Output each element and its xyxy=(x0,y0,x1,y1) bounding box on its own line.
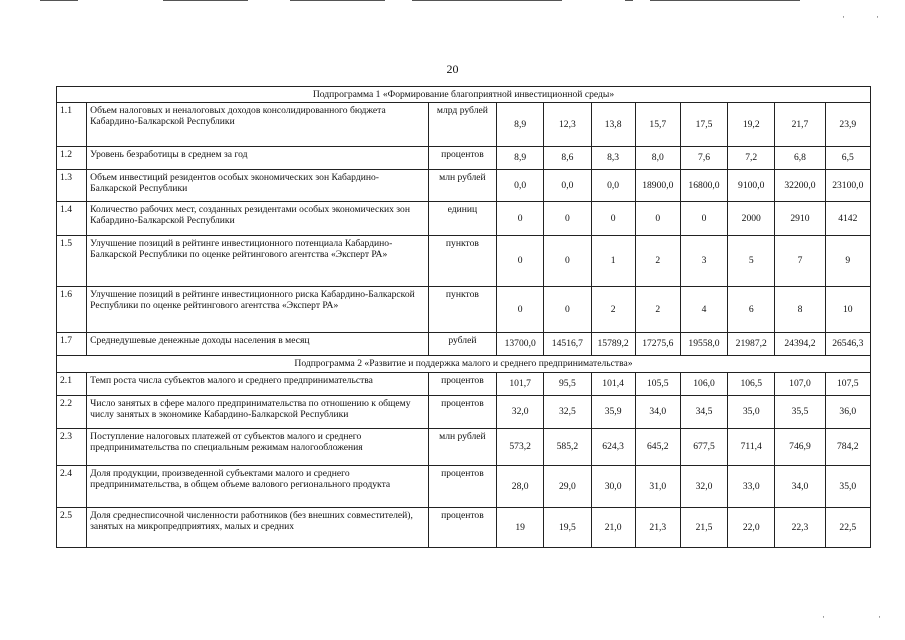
unit-cell: млн рублей xyxy=(428,170,496,202)
unit-cell: пунктов xyxy=(428,287,496,333)
value-cell: 35,9 xyxy=(591,396,635,429)
value-cell: 2 xyxy=(635,287,680,333)
value-cell: 32200,0 xyxy=(775,170,825,202)
indicator-name: Объем налоговых и неналоговых доходов консолидированного бюджета Кабардино-Балкарской Республики xyxy=(87,103,429,147)
value-cell: 0 xyxy=(591,202,635,236)
indicator-name: Объем инвестиций резидентов особых экономических зон Кабардино-Балкарской Республики xyxy=(87,170,429,202)
scan-speck: · xyxy=(876,12,879,22)
unit-cell: процентов xyxy=(428,466,496,508)
value-cell: 106,0 xyxy=(680,373,727,396)
value-cell: 105,5 xyxy=(635,373,680,396)
indicator-name: Доля продукции, произведенной субъектами малого и среднего предпринимательства, в общем объеме валового регионального продукта xyxy=(87,466,429,508)
unit-cell: процентов xyxy=(428,147,496,170)
value-cell: 22,3 xyxy=(775,508,825,548)
scan-edge-line xyxy=(163,0,248,1)
value-cell: 33,0 xyxy=(728,466,775,508)
indicator-name: Поступление налоговых платежей от субъектов малого и среднего предпринимательства по специальным режимам налогообложения xyxy=(87,429,429,466)
value-cell: 22,5 xyxy=(825,508,870,548)
indicator-name: Среднедушевые денежные доходы населения в месяц xyxy=(87,333,429,356)
value-cell: 32,0 xyxy=(680,466,727,508)
value-cell: 15789,2 xyxy=(591,333,635,356)
value-cell: 2000 xyxy=(728,202,775,236)
value-cell: 19 xyxy=(497,508,544,548)
value-cell: 101,7 xyxy=(497,373,544,396)
scan-speck: · xyxy=(822,612,825,622)
indicator-name: Улучшение позиций в рейтинге инвестиционного потенциала Кабардино-Балкарской Республики по оценке рейтингового агентства «Эксперт РА» xyxy=(87,236,429,287)
row-number: 2.5 xyxy=(57,508,87,548)
value-cell: 35,0 xyxy=(825,466,870,508)
value-cell: 16800,0 xyxy=(680,170,727,202)
table-row xyxy=(57,333,871,356)
indicator-name: Число занятых в сфере малого предпринимательства по отношению к общему числу занятых в экономике Кабардино-Балкарской Республики xyxy=(87,396,429,429)
value-cell: 5 xyxy=(728,236,775,287)
value-cell: 101,4 xyxy=(591,373,635,396)
row-number: 1.4 xyxy=(57,202,87,236)
value-cell: 0 xyxy=(680,202,727,236)
value-cell: 36,0 xyxy=(825,396,870,429)
row-number: 1.5 xyxy=(57,236,87,287)
value-cell: 34,0 xyxy=(775,466,825,508)
value-cell: 30,0 xyxy=(591,466,635,508)
subprogram-title: Подпрограмма 2 «Развитие и поддержка малого и среднего предпринимательства» xyxy=(57,356,871,373)
value-cell: 8,0 xyxy=(635,147,680,170)
value-cell: 4 xyxy=(680,287,727,333)
value-cell: 14516,7 xyxy=(544,333,591,356)
row-number: 1.2 xyxy=(57,147,87,170)
unit-cell: процентов xyxy=(428,396,496,429)
value-cell: 23100,0 xyxy=(825,170,870,202)
value-cell: 8,6 xyxy=(544,147,591,170)
value-cell: 13700,0 xyxy=(497,333,544,356)
value-cell: 6 xyxy=(728,287,775,333)
row-number: 1.1 xyxy=(57,103,87,147)
value-cell: 106,5 xyxy=(728,373,775,396)
unit-cell: млн рублей xyxy=(428,429,496,466)
value-cell: 107,5 xyxy=(825,373,870,396)
table-row xyxy=(57,170,871,202)
value-cell: 8,9 xyxy=(497,147,544,170)
value-cell: 0,0 xyxy=(497,170,544,202)
table-row xyxy=(57,373,871,396)
row-number: 2.2 xyxy=(57,396,87,429)
value-cell: 0 xyxy=(544,202,591,236)
value-cell: 2 xyxy=(591,287,635,333)
row-number: 1.7 xyxy=(57,333,87,356)
unit-cell: млрд рублей xyxy=(428,103,496,147)
value-cell: 0 xyxy=(544,287,591,333)
value-cell: 9100,0 xyxy=(728,170,775,202)
value-cell: 32,0 xyxy=(497,396,544,429)
value-cell: 34,0 xyxy=(635,396,680,429)
value-cell: 18900,0 xyxy=(635,170,680,202)
value-cell: 624,3 xyxy=(591,429,635,466)
value-cell: 21,0 xyxy=(591,508,635,548)
unit-cell: рублей xyxy=(428,333,496,356)
table-row xyxy=(57,202,871,236)
value-cell: 573,2 xyxy=(497,429,544,466)
value-cell: 0 xyxy=(497,236,544,287)
value-cell: 21,3 xyxy=(635,508,680,548)
value-cell: 8 xyxy=(775,287,825,333)
subprogram-header-row xyxy=(57,356,871,373)
table-row xyxy=(57,103,871,147)
table-row xyxy=(57,287,871,333)
value-cell: 9 xyxy=(825,236,870,287)
table-row xyxy=(57,508,871,548)
row-number: 2.1 xyxy=(57,373,87,396)
indicator-name: Уровень безработицы в среднем за год xyxy=(87,147,429,170)
value-cell: 29,0 xyxy=(544,466,591,508)
value-cell: 0 xyxy=(497,287,544,333)
unit-cell: процентов xyxy=(428,508,496,548)
value-cell: 7,6 xyxy=(680,147,727,170)
row-number: 1.6 xyxy=(57,287,87,333)
value-cell: 0 xyxy=(497,202,544,236)
value-cell: 12,3 xyxy=(544,103,591,147)
value-cell: 34,5 xyxy=(680,396,727,429)
value-cell: 677,5 xyxy=(680,429,727,466)
scan-speck: · xyxy=(878,612,881,622)
value-cell: 7 xyxy=(775,236,825,287)
table-row xyxy=(57,147,871,170)
value-cell: 2 xyxy=(635,236,680,287)
value-cell: 22,0 xyxy=(728,508,775,548)
value-cell: 1 xyxy=(591,236,635,287)
value-cell: 19,2 xyxy=(728,103,775,147)
value-cell: 21,7 xyxy=(775,103,825,147)
indicator-name: Улучшение позиций в рейтинге инвестиционного риска Кабардино-Балкарской Республики по оценке рейтингового агентства «Эксперт РА» xyxy=(87,287,429,333)
indicator-name: Доля среднесписочной численности работников (без внешних совместителей), занятых на микропредприятиях, малых и средних xyxy=(87,508,429,548)
table-row xyxy=(57,466,871,508)
value-cell: 0,0 xyxy=(544,170,591,202)
value-cell: 19,5 xyxy=(544,508,591,548)
table-row xyxy=(57,396,871,429)
row-number: 2.3 xyxy=(57,429,87,466)
value-cell: 2910 xyxy=(775,202,825,236)
value-cell: 17275,6 xyxy=(635,333,680,356)
value-cell: 28,0 xyxy=(497,466,544,508)
value-cell: 0 xyxy=(544,236,591,287)
unit-cell: процентов xyxy=(428,373,496,396)
value-cell: 19558,0 xyxy=(680,333,727,356)
indicators-table xyxy=(56,86,871,548)
row-number: 2.4 xyxy=(57,466,87,508)
value-cell: 10 xyxy=(825,287,870,333)
value-cell: 711,4 xyxy=(728,429,775,466)
scan-edge-line xyxy=(40,0,78,1)
unit-cell: пунктов xyxy=(428,236,496,287)
value-cell: 6,5 xyxy=(825,147,870,170)
value-cell: 32,5 xyxy=(544,396,591,429)
table-row xyxy=(57,429,871,466)
value-cell: 95,5 xyxy=(544,373,591,396)
value-cell: 8,3 xyxy=(591,147,635,170)
unit-cell: единиц xyxy=(428,202,496,236)
value-cell: 26546,3 xyxy=(825,333,870,356)
value-cell: 21987,2 xyxy=(728,333,775,356)
scan-edge-line xyxy=(412,0,562,1)
value-cell: 21,5 xyxy=(680,508,727,548)
value-cell: 35,5 xyxy=(775,396,825,429)
value-cell: 107,0 xyxy=(775,373,825,396)
row-number: 1.3 xyxy=(57,170,87,202)
value-cell: 23,9 xyxy=(825,103,870,147)
value-cell: 4142 xyxy=(825,202,870,236)
table-row xyxy=(57,236,871,287)
value-cell: 746,9 xyxy=(775,429,825,466)
value-cell: 585,2 xyxy=(544,429,591,466)
value-cell: 645,2 xyxy=(635,429,680,466)
value-cell: 7,2 xyxy=(728,147,775,170)
subprogram-header-row xyxy=(57,87,871,103)
scan-edge-line xyxy=(625,0,633,1)
value-cell: 17,5 xyxy=(680,103,727,147)
value-cell: 31,0 xyxy=(635,466,680,508)
indicator-name: Темп роста числа субъектов малого и среднего предпринимательства xyxy=(87,373,429,396)
value-cell: 35,0 xyxy=(728,396,775,429)
scan-edge-line xyxy=(650,0,800,1)
subprogram-title: Подпрограмма 1 «Формирование благоприятной инвестиционной среды» xyxy=(57,87,871,103)
value-cell: 13,8 xyxy=(591,103,635,147)
value-cell: 0 xyxy=(635,202,680,236)
page-number: 20 xyxy=(446,62,459,76)
value-cell: 0,0 xyxy=(591,170,635,202)
value-cell: 24394,2 xyxy=(775,333,825,356)
value-cell: 8,9 xyxy=(497,103,544,147)
scan-speck: · xyxy=(842,12,845,22)
value-cell: 784,2 xyxy=(825,429,870,466)
value-cell: 3 xyxy=(680,236,727,287)
value-cell: 15,7 xyxy=(635,103,680,147)
value-cell: 6,8 xyxy=(775,147,825,170)
scan-edge-line xyxy=(290,0,385,1)
indicator-name: Количество рабочих мест, созданных резидентами особых экономических зон Кабардино-Балкарской Республики xyxy=(87,202,429,236)
